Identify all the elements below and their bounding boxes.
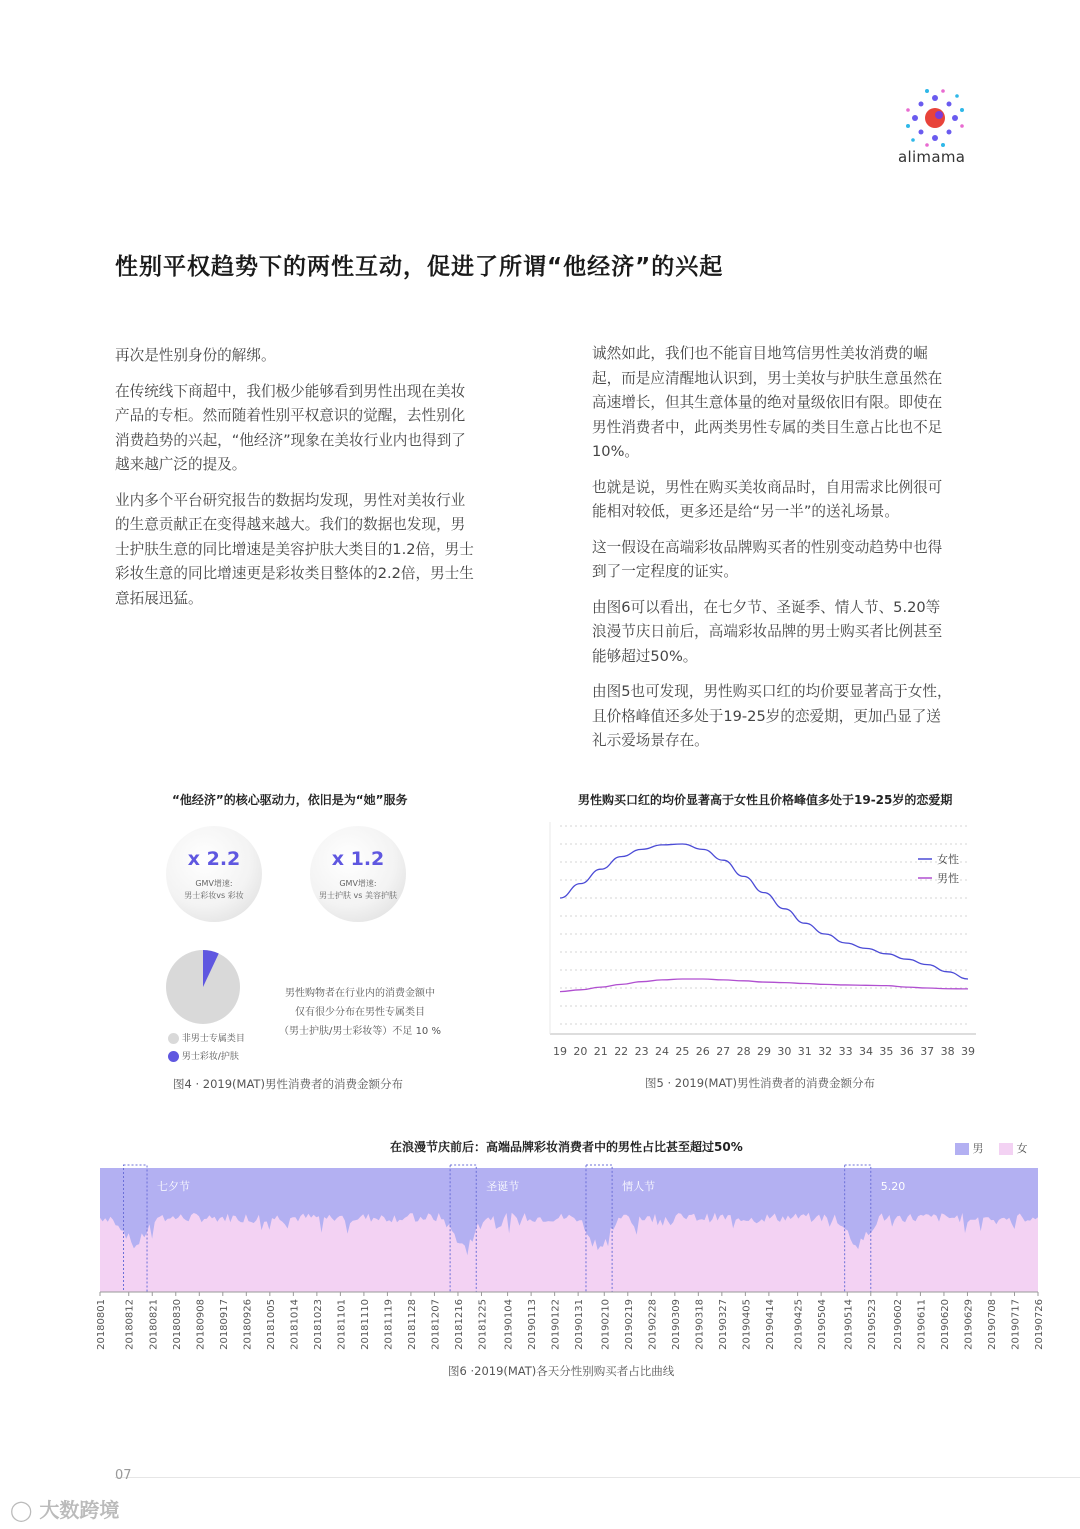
x-tick-label: 20181207 — [430, 1299, 442, 1350]
x-tick-label: 20190425 — [793, 1299, 805, 1350]
series-line-male — [560, 979, 968, 992]
x-tick-label: 20190318 — [694, 1299, 706, 1350]
event-label: 圣诞节 — [486, 1180, 520, 1193]
pie-legend-item — [168, 1031, 245, 1044]
x-tick-label: 31 — [797, 1045, 812, 1058]
gmv-bubble-makeup — [166, 826, 262, 922]
paragraph: 也就是说，男性在购买美妆商品时，自用需求比例很可能相对较低，更多还是给“另一半”的送礼场景。 — [592, 478, 943, 520]
section-heading: 性别平权趋势下的两性互动，促进了所谓“他经济”的兴起 — [115, 254, 724, 280]
pie-note — [270, 984, 450, 1041]
x-tick-label: 20181101 — [336, 1299, 348, 1350]
x-tick-label: 20190629 — [963, 1299, 975, 1350]
x-tick-label: 20190104 — [503, 1299, 515, 1350]
x-tick-label: 20190717 — [1010, 1299, 1022, 1350]
alimama-logo — [890, 88, 980, 168]
page-number: 07 — [115, 1468, 132, 1483]
watermark-icon: ◯ — [10, 1498, 33, 1522]
x-tick-label: 26 — [695, 1045, 710, 1058]
paragraph: 诚然如此，我们也不能盲目地笃信男性美妆消费的崛起，而是应清醒地认识到，男士美妆与护肤生意虽然在高速增长，但其生意体量的绝对量级依旧有限。即使在男性消费者中，此两类男性专属的类目生意占比也不足10%。 — [592, 345, 943, 460]
legend-swatch-male — [955, 1143, 969, 1155]
x-tick-label: 20190405 — [741, 1299, 753, 1350]
fig5-caption: 图5 · 2019(MAT)男性消费者的消费金额分布 — [645, 1076, 875, 1090]
fig6-caption: 图6 ·2019(MAT)各天分性别购买者占比曲线 — [448, 1364, 675, 1378]
legend-label: 男性 — [937, 872, 959, 885]
x-tick-label: 20180801 — [96, 1299, 107, 1350]
x-tick-label: 33 — [838, 1045, 853, 1058]
x-tick-label: 20190113 — [527, 1299, 539, 1350]
legend-label: 非男士专属类目 — [181, 1034, 245, 1044]
legend-swatch-accent — [168, 1051, 179, 1062]
paragraph: 由图5也可发现，男性购买口红的均价要显著高于女性，且价格峰值还多处于19-25岁的恋爱期，更加凸显了送礼示爱场景存在。 — [592, 683, 952, 749]
x-tick-label: 20190602 — [892, 1299, 904, 1350]
bubble-value: x 2.2 — [187, 848, 241, 870]
female-area — [100, 1213, 1038, 1292]
x-tick-label: 20190514 — [843, 1299, 855, 1350]
x-tick-label: 20190414 — [764, 1299, 776, 1350]
fig5-title: 男性购买口红的均价显著高于女性且价格峰值多处于19-25岁的恋爱期 — [578, 793, 953, 807]
legend-swatch-gray — [168, 1033, 179, 1044]
gmv-bubble-skincare — [310, 826, 406, 922]
right-column — [592, 342, 952, 765]
x-tick-label: 20181023 — [312, 1299, 324, 1350]
x-tick-label: 20180812 — [124, 1299, 136, 1350]
x-tick-label: 20190611 — [916, 1299, 928, 1350]
event-label: 七夕节 — [157, 1180, 191, 1193]
x-tick-label: 35 — [879, 1045, 894, 1058]
x-tick-label: 22 — [614, 1045, 629, 1058]
left-column — [115, 344, 475, 622]
bubble-label: 男士彩妆vs 彩妆 — [184, 891, 244, 900]
event-label: 5.20 — [880, 1180, 906, 1193]
x-tick-label: 20190327 — [717, 1299, 729, 1350]
bubble-label: 男士护肤 vs 美容护肤 — [319, 891, 397, 900]
note-line: （男士护肤/男士彩妆等）不足 10 % — [279, 1026, 441, 1037]
legend-label-male: 男 — [972, 1142, 984, 1155]
x-tick-label: 20180917 — [218, 1299, 230, 1350]
x-tick-label: 20 — [573, 1045, 588, 1058]
x-tick-label: 21 — [593, 1045, 608, 1058]
x-tick-label: 28 — [736, 1045, 751, 1058]
fig6-area-chart — [90, 1160, 1050, 1360]
note-line: 男性购物者在行业内的消费金额中 — [285, 988, 435, 999]
x-tick-label: 20180830 — [171, 1299, 183, 1350]
x-tick-label: 20181119 — [383, 1299, 395, 1350]
paragraph: 在传统线下商超中，我们极少能够看到男性出现在美妆产品的专柜。然而随着性别平权意识的觉醒，去性别化消费趋势的兴起，“他经济”现象在美妆行业内也得到了越来越广泛的提及。 — [115, 382, 466, 473]
x-tick-label: 29 — [757, 1045, 771, 1058]
bubble-value: x 1.2 — [331, 848, 385, 870]
x-tick-label: 37 — [920, 1045, 935, 1058]
x-tick-label: 20181005 — [265, 1299, 277, 1350]
legend-label-female: 女 — [1016, 1142, 1028, 1155]
x-tick-label: 36 — [899, 1045, 914, 1058]
x-tick-label: 20181216 — [453, 1299, 465, 1350]
x-tick-label: 25 — [675, 1045, 690, 1058]
watermark-text: 大数跨境 — [39, 1498, 120, 1522]
x-tick-label: 20181225 — [477, 1299, 489, 1350]
male-category-pie — [160, 946, 250, 1030]
x-tick-label: 20190131 — [574, 1299, 586, 1350]
x-tick-label: 34 — [859, 1045, 873, 1058]
x-tick-label: 20190726 — [1034, 1299, 1045, 1350]
x-tick-label: 38 — [940, 1045, 955, 1058]
bubble-label: GMV增速: — [195, 879, 233, 888]
x-tick-label: 20181110 — [359, 1299, 371, 1350]
fig4-caption: 图4 · 2019(MAT)男性消费者的消费金额分布 — [173, 1077, 403, 1091]
legend-label: 男士彩妆/护肤 — [181, 1052, 239, 1062]
footer-divider — [115, 1477, 1080, 1478]
x-tick-label: 20190309 — [670, 1299, 682, 1350]
x-tick-label: 20180926 — [242, 1299, 254, 1350]
pie-legend-item — [168, 1049, 239, 1062]
x-tick-label: 30 — [777, 1045, 792, 1058]
x-tick-label: 20190620 — [939, 1299, 951, 1350]
x-tick-label: 20180821 — [148, 1299, 160, 1350]
x-tick-label: 27 — [716, 1045, 731, 1058]
watermark — [10, 1494, 119, 1523]
x-tick-label: 39 — [961, 1045, 975, 1058]
x-tick-label: 32 — [818, 1045, 833, 1058]
paragraph: 由图6可以看出，在七夕节、圣诞季、情人节、5.20等浪漫节庆日前后，高端彩妆品牌的男士购买者比例甚至能够超过50%。 — [592, 598, 943, 665]
paragraph: 这一假设在高端彩妆品牌购买者的性别变动趋势中也得到了一定程度的证实。 — [592, 538, 943, 580]
series-line-female — [560, 844, 968, 979]
bubble-label: GMV增速: — [339, 879, 377, 888]
paragraph: 再次是性别身份的解绑。 — [115, 347, 276, 364]
x-tick-label: 20180908 — [195, 1299, 207, 1350]
x-tick-label: 20190228 — [647, 1299, 659, 1350]
x-tick-label: 24 — [655, 1045, 669, 1058]
fig6-title: 在浪漫节庆前后：高端品牌彩妆消费者中的男性占比甚至超过50% — [390, 1140, 743, 1154]
x-tick-label: 20190708 — [986, 1299, 998, 1350]
logo-text: alimama — [898, 148, 966, 166]
x-tick-label: 20181014 — [289, 1299, 301, 1350]
fig5-line-chart — [540, 812, 980, 1062]
x-tick-label: 20190210 — [600, 1299, 612, 1350]
x-tick-label: 20190523 — [866, 1299, 878, 1350]
x-tick-label: 20190504 — [817, 1299, 829, 1350]
x-tick-label: 20181128 — [406, 1299, 418, 1350]
paragraph: 业内多个平台研究报告的数据均发现，男性对美妆行业的生意贡献正在变得越来越大。我们的数据也发现，男士护肤生意的同比增速是美容护肤大类目的1.2倍，男士彩妆生意的同比增速更是彩妆类目整体的2.2倍，男士生意拓展迅猛。 — [115, 491, 474, 607]
x-tick-label: 20190219 — [623, 1299, 635, 1350]
x-tick-label: 20190122 — [550, 1299, 562, 1350]
x-tick-label: 23 — [634, 1045, 649, 1058]
note-line: 仅有很少分布在男性专属类目 — [295, 1007, 425, 1018]
fig4-title: “他经济”的核心驱动力，依旧是为“她”服务 — [172, 793, 408, 807]
legend-label: 女性 — [937, 853, 959, 866]
x-tick-label: 19 — [553, 1045, 567, 1058]
event-label: 情人节 — [622, 1180, 656, 1193]
legend-swatch-female — [999, 1143, 1013, 1155]
fig6-legend — [955, 1140, 1028, 1156]
